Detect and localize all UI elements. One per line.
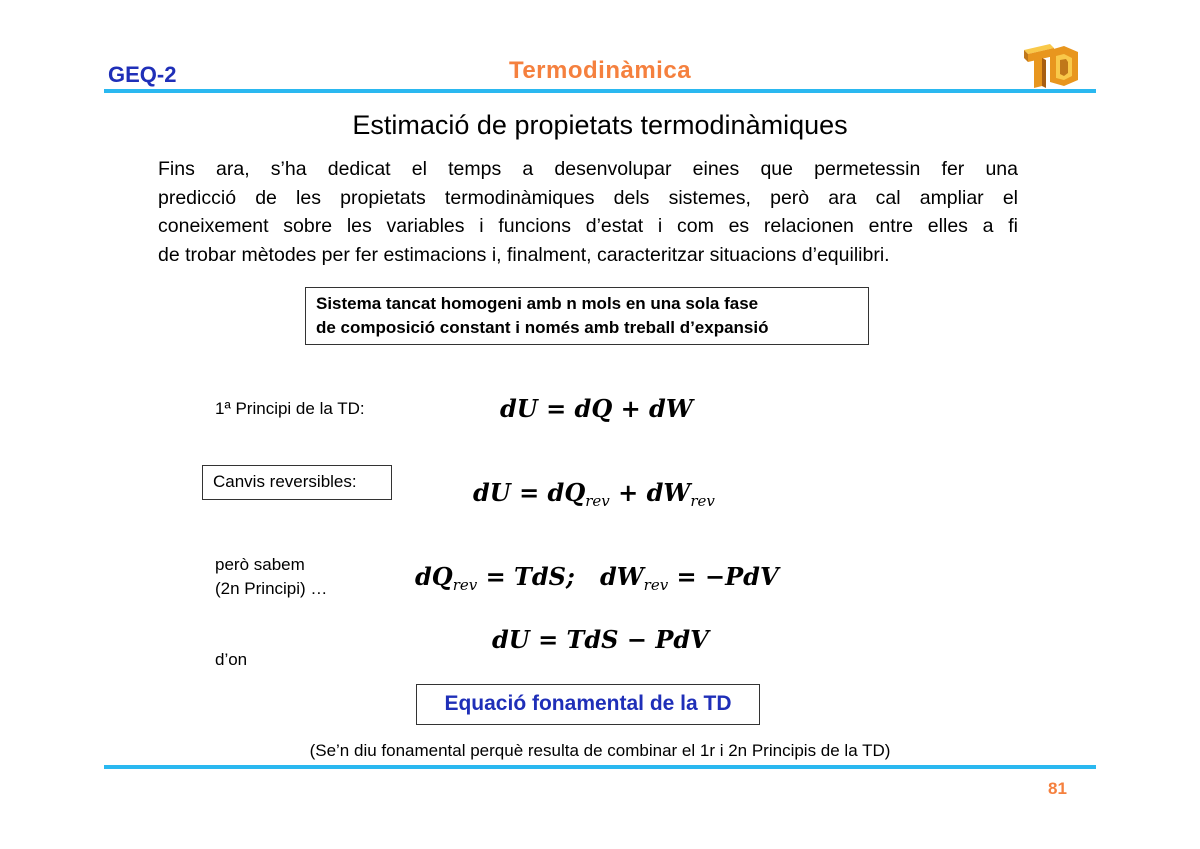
- intro-line: Fins ara, s’ha dedicat el temps a desenvolupar eines que permetessin fer una: [158, 158, 1018, 180]
- result-label: d’on: [215, 650, 248, 669]
- system-box: [305, 287, 869, 345]
- system-box-line: Sistema tancat homogeni amb n mols en una sola fase: [316, 294, 759, 313]
- eq-part: = TdS; dW: [477, 562, 644, 591]
- second-principle-label-line: (2n Principi) …: [215, 579, 328, 598]
- first-principle-label: 1ª Principi de la TD:: [215, 399, 365, 418]
- header-rule: [104, 89, 1096, 93]
- second-principle-equation: [415, 562, 779, 594]
- first-principle-equation: dU = dQ + dW: [500, 394, 693, 423]
- slide-title: Estimació de propietats termodinàmiques: [352, 110, 848, 140]
- course-code: GEQ-2: [108, 62, 177, 87]
- eq-subscript: rev: [452, 576, 478, 594]
- footer-rule: [104, 765, 1096, 769]
- second-principle-label: [215, 553, 327, 601]
- eq-subscript: rev: [643, 576, 669, 594]
- eq-subscript: rev: [585, 492, 610, 510]
- intro-line: predicció de les propietats termodinàmiques dels sistemes, però ara cal ampliar el: [158, 186, 1018, 209]
- fundamental-equation: dU = TdS − PdV: [492, 625, 709, 654]
- reversible-label: Canvis reversibles:: [213, 472, 357, 491]
- page-number: 81: [1048, 779, 1067, 798]
- footnote: (Se’n diu fonamental perquè resulta de combinar el 1r i 2n Principis de la TD): [309, 741, 891, 760]
- eq-subscript: rev: [690, 492, 715, 510]
- eq-part: dU = dQ: [473, 478, 586, 507]
- td-logo-icon: [1020, 40, 1082, 92]
- intro-line: coneixement sobre les variables i funcions d’estat i com es relacionen entre elles a fi: [158, 215, 1018, 237]
- system-box-line: de composició constant i només amb treball d’expansió: [316, 318, 769, 337]
- reversible-box: [202, 465, 392, 500]
- intro-paragraph: [158, 155, 1018, 269]
- eq-part: dQ: [415, 562, 453, 591]
- subject-title: Termodinàmica: [508, 57, 692, 84]
- reversible-equation: [473, 478, 715, 510]
- second-principle-label-line: però sabem: [215, 555, 305, 574]
- intro-line: de trobar mètodes per fer estimacions i, finalment, caracteritzar situacions d’equilibri.: [158, 243, 890, 266]
- fundamental-box: Equació fonamental de la TD: [416, 684, 760, 725]
- eq-part: + dW: [609, 478, 691, 507]
- eq-part: = −PdV: [668, 562, 779, 591]
